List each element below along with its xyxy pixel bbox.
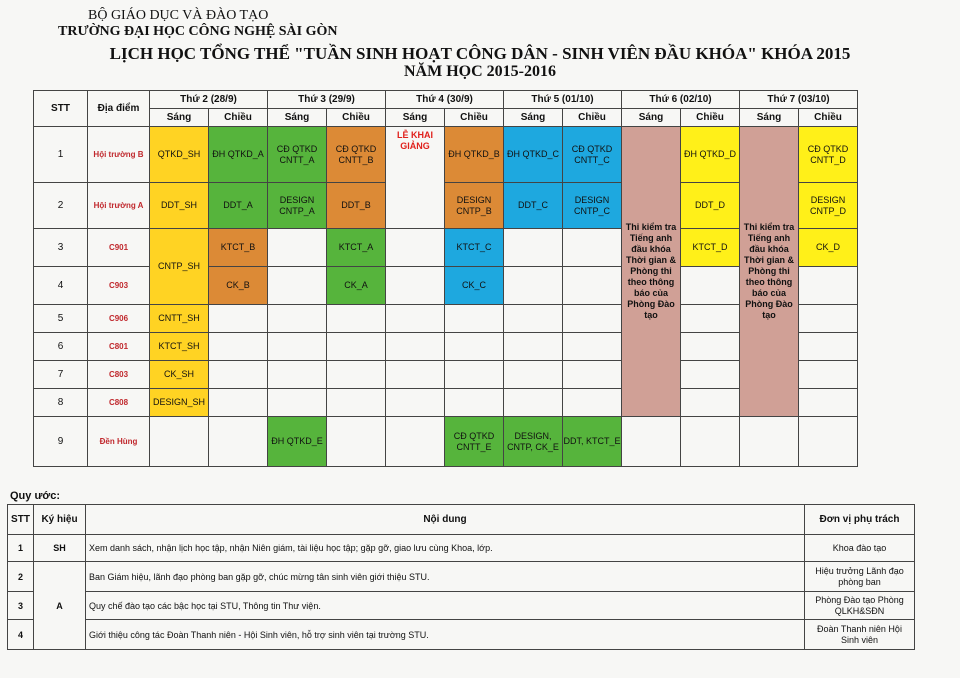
empty-cell: [268, 305, 327, 333]
empty-cell: [799, 333, 858, 361]
legend-content: Giới thiệu công tác Đoàn Thanh niên - Hội Sinh viên, hỗ trợ sinh viên tại trường STU.: [86, 620, 805, 650]
class-cell: KTCT_B: [209, 229, 268, 267]
place-name: Hội trường A: [88, 183, 150, 229]
session-morning: Sáng: [622, 109, 681, 127]
empty-cell: [209, 333, 268, 361]
empty-cell: [268, 361, 327, 389]
empty-cell: [327, 361, 386, 389]
session-afternoon: Chiều: [209, 109, 268, 127]
row-number: 2: [34, 183, 88, 229]
empty-cell: [445, 389, 504, 417]
day-header: Thứ 7 (03/10): [740, 91, 858, 109]
place-name: C901: [88, 229, 150, 267]
empty-cell: [563, 333, 622, 361]
legend-unit: Phòng Đào tạo Phòng QLKH&SĐN: [805, 592, 915, 620]
class-cell: CĐ QTKD CNTT_A: [268, 127, 327, 183]
empty-cell: [445, 333, 504, 361]
empty-cell: [327, 417, 386, 467]
empty-cell: [445, 361, 504, 389]
document-title: LỊCH HỌC TỔNG THỂ "TUẦN SINH HOẠT CÔNG DÂN - SINH VIÊN ĐẦU KHÓA" KHÓA 2015: [109, 44, 851, 63]
class-cell: DESIGN CNTP_D: [799, 183, 858, 229]
empty-cell: [681, 333, 740, 361]
class-cell: DDT_C: [504, 183, 563, 229]
class-cell: DDT_SH: [150, 183, 209, 229]
empty-cell: [386, 333, 445, 361]
empty-cell: [268, 267, 327, 305]
legend-unit: Hiệu trưởng Lãnh đạo phòng ban: [805, 562, 915, 592]
class-cell: CĐ QTKD CNTT_E: [445, 417, 504, 467]
place-name: Đền Hùng: [88, 417, 150, 467]
empty-cell: [799, 417, 858, 467]
class-cell: CK_D: [799, 229, 858, 267]
session-afternoon: Chiều: [327, 109, 386, 127]
row-number: 1: [34, 127, 88, 183]
empty-cell: [799, 361, 858, 389]
empty-cell: [681, 305, 740, 333]
legend-stt: 1: [8, 535, 34, 562]
empty-cell: [504, 229, 563, 267]
place-name: C801: [88, 333, 150, 361]
empty-cell: [799, 389, 858, 417]
legend-label: Quy ước:: [10, 490, 61, 502]
class-cell: CK_A: [327, 267, 386, 305]
exam-cell: Thi kiểm tra Tiếng anh đầu khóa Thời gian & Phòng thi theo thông báo của Phòng Đào tạo: [740, 127, 799, 417]
legend-header-symbol: Ký hiệu: [34, 505, 86, 535]
class-cell: CK_SH: [150, 361, 209, 389]
class-cell: QTKD_SH: [150, 127, 209, 183]
class-cell: KTCT_A: [327, 229, 386, 267]
legend-stt: 2: [8, 562, 34, 592]
class-cell: DESIGN CNTP_B: [445, 183, 504, 229]
empty-cell: [681, 361, 740, 389]
class-cell: KTCT_D: [681, 229, 740, 267]
empty-cell: [268, 229, 327, 267]
day-header: Thứ 3 (29/9): [268, 91, 386, 109]
class-cell: ĐH QTKD_B: [445, 127, 504, 183]
university-name: TRƯỜNG ĐẠI HỌC CÔNG NGHỆ SÀI GÒN: [58, 24, 338, 39]
empty-cell: [209, 361, 268, 389]
place-name: C903: [88, 267, 150, 305]
empty-cell: [681, 389, 740, 417]
empty-cell: [327, 389, 386, 417]
legend-content: Ban Giám hiệu, lãnh đạo phòng ban gặp gỡ, chúc mừng tân sinh viên giới thiệu STU.: [86, 562, 805, 592]
row-number: 9: [34, 417, 88, 467]
exam-cell: Thi kiểm tra Tiếng anh đầu khóa Thời gian & Phòng thi theo thông báo của Phòng Đào tạo: [622, 127, 681, 417]
empty-cell: [799, 267, 858, 305]
class-cell: DDT_A: [209, 183, 268, 229]
day-header: Thứ 6 (02/10): [622, 91, 740, 109]
row-number: 6: [34, 333, 88, 361]
legend-stt: 3: [8, 592, 34, 620]
empty-cell: [740, 417, 799, 467]
empty-cell: [504, 361, 563, 389]
class-cell: CK_B: [209, 267, 268, 305]
day-header: Thứ 4 (30/9): [386, 91, 504, 109]
session-afternoon: Chiều: [445, 109, 504, 127]
place-name: Hội trường B: [88, 127, 150, 183]
class-cell: DESIGN CNTP_A: [268, 183, 327, 229]
empty-cell: [563, 361, 622, 389]
legend-unit: Đoàn Thanh niên Hội Sinh viên: [805, 620, 915, 650]
empty-cell: [445, 305, 504, 333]
empty-cell: [504, 389, 563, 417]
session-afternoon: Chiều: [563, 109, 622, 127]
class-cell: ĐH QTKD_A: [209, 127, 268, 183]
session-afternoon: Chiều: [681, 109, 740, 127]
legend-content: Xem danh sách, nhận lịch học tập, nhận Niên giám, tài liệu học tập; gặp gỡ, giao lưu cùng Khoa, lớp.: [86, 535, 805, 562]
empty-cell: [504, 267, 563, 305]
class-cell: DDT, KTCT_E: [563, 417, 622, 467]
legend-header-content: Nội dung: [86, 505, 805, 535]
empty-cell: [268, 389, 327, 417]
class-cell: DESIGN_SH: [150, 389, 209, 417]
place-name: C803: [88, 361, 150, 389]
session-afternoon: Chiều: [799, 109, 858, 127]
legend-symbol: SH: [34, 535, 86, 562]
session-morning: Sáng: [150, 109, 209, 127]
row-number: 3: [34, 229, 88, 267]
legend-table: [7, 504, 915, 650]
header-place: Địa điểm: [88, 91, 150, 127]
ministry-name: BỘ GIÁO DỤC VÀ ĐÀO TẠO: [88, 8, 269, 23]
class-cell: CK_C: [445, 267, 504, 305]
empty-cell: [327, 333, 386, 361]
empty-cell: [681, 417, 740, 467]
session-morning: Sáng: [504, 109, 563, 127]
day-header: Thứ 2 (28/9): [150, 91, 268, 109]
class-cell: CĐ QTKD CNTT_B: [327, 127, 386, 183]
empty-cell: [799, 305, 858, 333]
place-name: C808: [88, 389, 150, 417]
session-morning: Sáng: [268, 109, 327, 127]
row-number: 4: [34, 267, 88, 305]
class-cell: DDT_B: [327, 183, 386, 229]
class-cell: ĐH QTKD_D: [681, 127, 740, 183]
class-cell: CĐ QTKD CNTT_C: [563, 127, 622, 183]
empty-cell: [209, 389, 268, 417]
opening-ceremony-cell: LỄ KHAI GIẢNG: [386, 127, 445, 229]
empty-cell: [386, 417, 445, 467]
session-morning: Sáng: [740, 109, 799, 127]
empty-cell: [563, 305, 622, 333]
legend-symbol: A: [34, 562, 86, 650]
empty-cell: [209, 417, 268, 467]
class-cell: ĐH QTKD_C: [504, 127, 563, 183]
empty-cell: [563, 267, 622, 305]
legend-content: Quy chế đào tạo các bậc học tại STU, Thông tin Thư viện.: [86, 592, 805, 620]
empty-cell: [386, 361, 445, 389]
day-header: Thứ 5 (01/10): [504, 91, 622, 109]
empty-cell: [386, 229, 445, 267]
legend-header-unit: Đơn vị phụ trách: [805, 505, 915, 535]
school-year: NĂM HỌC 2015-2016: [404, 63, 556, 80]
empty-cell: [681, 267, 740, 305]
class-cell: KTCT_C: [445, 229, 504, 267]
empty-cell: [209, 305, 268, 333]
class-cell: KTCT_SH: [150, 333, 209, 361]
session-morning: Sáng: [386, 109, 445, 127]
place-name: C906: [88, 305, 150, 333]
class-cell: CNTP_SH: [150, 229, 209, 305]
empty-cell: [268, 333, 327, 361]
legend-header-stt: STT: [8, 505, 34, 535]
empty-cell: [327, 305, 386, 333]
empty-cell: [504, 305, 563, 333]
legend-stt: 4: [8, 620, 34, 650]
empty-cell: [386, 389, 445, 417]
class-cell: CĐ QTKD CNTT_D: [799, 127, 858, 183]
row-number: 7: [34, 361, 88, 389]
class-cell: DDT_D: [681, 183, 740, 229]
class-cell: DESIGN, CNTP, CK_E: [504, 417, 563, 467]
class-cell: CNTT_SH: [150, 305, 209, 333]
class-cell: ĐH QTKD_E: [268, 417, 327, 467]
empty-cell: [386, 267, 445, 305]
empty-cell: [563, 389, 622, 417]
empty-cell: [150, 417, 209, 467]
row-number: 8: [34, 389, 88, 417]
row-number: 5: [34, 305, 88, 333]
empty-cell: [386, 305, 445, 333]
empty-cell: [622, 417, 681, 467]
legend-unit: Khoa đào tạo: [805, 535, 915, 562]
schedule-table: [33, 90, 858, 467]
empty-cell: [504, 333, 563, 361]
header-stt: STT: [34, 91, 88, 127]
empty-cell: [563, 229, 622, 267]
class-cell: DESIGN CNTP_C: [563, 183, 622, 229]
